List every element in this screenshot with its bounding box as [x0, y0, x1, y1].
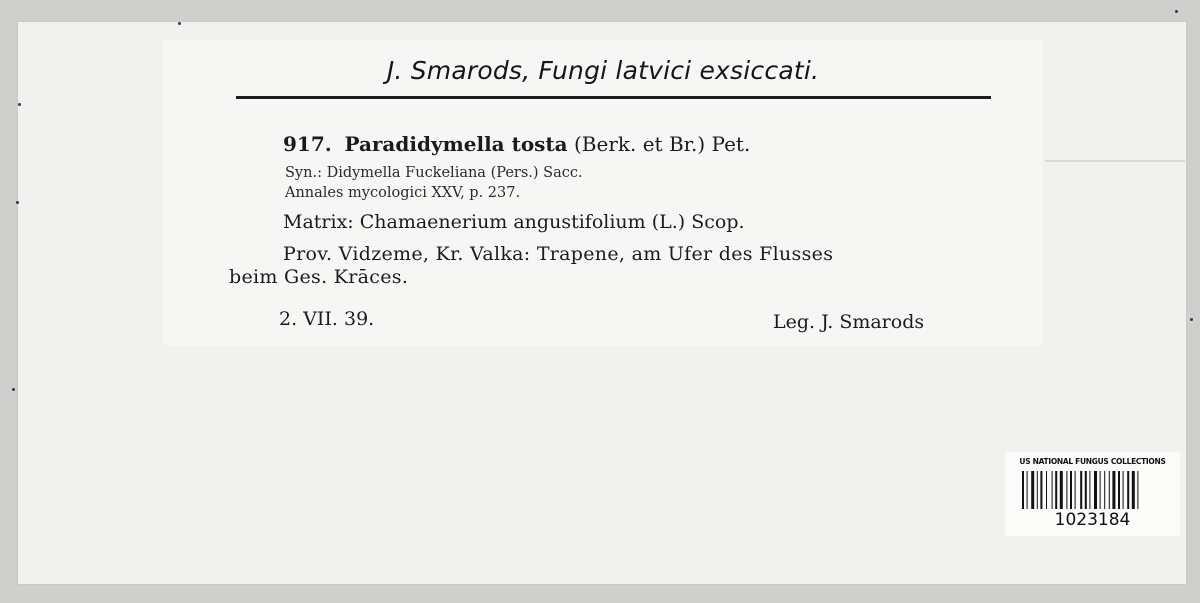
dust-speck	[178, 22, 181, 25]
species-line	[283, 132, 750, 156]
barcode-icon	[1021, 471, 1166, 509]
locality-line-2: beim Ges. Krāces.	[229, 266, 409, 288]
dust-speck	[16, 201, 19, 204]
barcode-bar	[1123, 471, 1124, 509]
dust-speck	[1175, 10, 1178, 13]
barcode-bar	[1022, 471, 1024, 509]
title-rule	[236, 96, 991, 99]
collector-line: Leg. J. Smarods	[773, 311, 925, 333]
barcode-bar	[1037, 471, 1038, 509]
barcode-bar	[1066, 471, 1067, 509]
barcode-bar	[1132, 471, 1135, 509]
barcode-bar	[1085, 471, 1087, 509]
barcode-bar	[1137, 471, 1138, 509]
barcode-bar	[1104, 471, 1105, 509]
synonym-line: Syn.: Didymella Fuckeliana (Pers.) Sacc.	[285, 165, 583, 181]
barcode-bar	[1070, 471, 1072, 509]
barcode-bar	[1118, 471, 1120, 509]
species-name: Paradidymella tosta	[344, 132, 568, 156]
barcode-bar	[1094, 471, 1097, 509]
packet-fold-edge	[1045, 160, 1185, 162]
dust-speck	[1190, 318, 1193, 321]
species-authority: (Berk. et Br.) Pet.	[573, 132, 751, 156]
barcode-bar	[1040, 471, 1042, 509]
barcode-label	[1005, 452, 1180, 536]
barcode-bar	[1027, 471, 1028, 509]
barcode-bar	[1100, 471, 1101, 509]
exsiccata-number: 917.	[283, 132, 332, 156]
barcode-bar	[1046, 471, 1047, 509]
specimen-label	[163, 40, 1043, 345]
barcode-bar	[1089, 471, 1090, 509]
barcode-number: 1023184	[1054, 510, 1131, 530]
series-title: J. Smarods, Fungi latvici exsiccati.	[386, 56, 820, 85]
locality-line-1: Prov. Vidzeme, Kr. Valka: Trapene, am Ufer des Flusses	[283, 243, 834, 265]
barcode-bar	[1080, 471, 1082, 509]
barcode-bar	[1031, 471, 1034, 509]
barcode-bar	[1109, 471, 1110, 509]
dust-speck	[18, 103, 21, 106]
dust-speck	[12, 388, 15, 391]
barcode-bar	[1127, 471, 1129, 509]
matrix-line: Matrix: Chamaenerium angustifolium (L.) Scop.	[283, 211, 745, 233]
collection-date: 2. VII. 39.	[279, 308, 375, 330]
barcode-bar	[1112, 471, 1115, 509]
barcode-bar	[1060, 471, 1063, 509]
barcode-bar	[1052, 471, 1053, 509]
barcode-bar	[1055, 471, 1057, 509]
barcode-institution: US NATIONAL FUNGUS COLLECTIONS	[1019, 457, 1166, 466]
reference-line: Annales mycologici XXV, p. 237.	[285, 185, 521, 201]
barcode-bar	[1075, 471, 1076, 509]
